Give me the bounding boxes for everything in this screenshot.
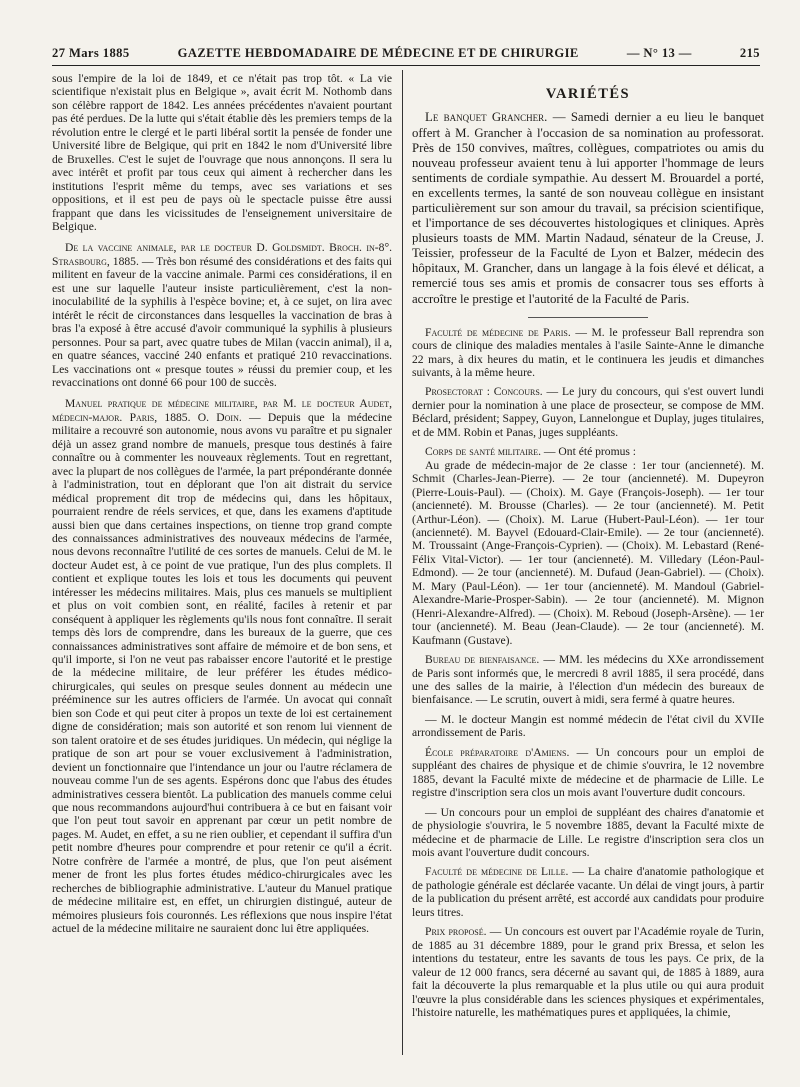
news-prosectorat	[412, 385, 764, 439]
news-corps-sante-promotions: Au grade de médecin-major de 2e classe : 1er tour (ancienneté). M. Schmit (Charles-Jean-Pierre). — 2e tour (ancienneté). M. Dupeyron (Pierre-Louis-Paul). — (Choix). M. Gaye (François-Joseph). — 1er tour (ancienneté). M. Brousse (Charles). — 2e tour (ancienneté). M. Petit (Arthur-Léon). — (Choix). M. Larue (Hubert-Paul-Léon). — 1er tour (ancienneté). M. Bayvel (Edouard-Clair-Emile). — 2e tour (ancienneté). M. Troussaint (Ange-François-Cyprien). — (Choix). M. Lebastard (René-Félix Vital-Victor). — 1er tour (ancienneté). M. Villedary (Léon-Paul-Edmond). — 2e tour (ancienneté). M. Dufaud (Jean-Gabriel). — (Choix). M. Mary (Paul-Léon). — 1er tour (ancienneté). M. Mandoul (Gabriel-Alexandre-Marie-Prosper-Sabin). — 2e tour (ancienneté). M. Mignon (Henri-Alexandre-Alfred). — (Choix). M. Reboud (Joseph-Arsène). — 1er tour (ancienneté). M. Beau (Jean-Claude). — 2e tour (ancienneté). M. Kaufmann (Gustave).	[412, 458, 764, 647]
news-bureau-bienfaisance	[412, 653, 764, 707]
page-header	[52, 43, 760, 63]
review-vaccine-title: De la vaccine animale, par le docteur D. Goldsmidt. Broch. in-8°. Strasbourg, 1885.	[52, 241, 392, 268]
news-prix-title: Prix proposé.	[425, 925, 487, 939]
news-banquet-text: — Samedi dernier a eu lieu le banquet offert à M. Grancher à l'occasion de sa nomination au professorat. Près de 150 convives, maîtres, collègues, compatriotes ou amis du nouveau professeur avaient tenu à lui apporter l'hommage de leurs sentiments de cordiale sympathie. Au dessert M. Brouardel a porté, en excellents termes, la santé de son nouveau collègue en insistant particulièrement sur son amour du travail, sa précision scientifique, et l'importance de ses découvertes histologiques et cliniques. Après plusieurs toasts de MM. Martin Nadaud, sénateur de la Creuse, J. Teissier, professeur de la Faculté de Lyon et Balzer, médecin des hôpitaux, M. Grancher, dans un langage à la fois élevé et délicat, a remercié tous ses amis et promis de consacrer tous ses efforts à accroître le prestige et l'autorité de la Faculté de Paris.	[412, 110, 764, 306]
news-corps-sante-title: Corps de santé militaire.	[425, 445, 542, 459]
news-banquet-grancher	[412, 110, 764, 306]
news-bureau-text: — MM. les médecins du XXe arrondissement de Paris sont informés que, le mercredi 8 avril 1885, il sera procédé, dans une des salles de la mairie, à l'élection d'un médecin des bureaux de bienfaisance. — Le scrutin, ouvert à midi, sera fermé à quatre heures.	[412, 653, 764, 707]
news-prosectorat-title: Prosectorat : Concours.	[425, 385, 543, 399]
left-column	[52, 72, 392, 1062]
news-mangin: — M. le docteur Mangin est nommé médecin de l'état civil du XVIIe arrondissement de Paris.	[412, 712, 764, 740]
news-corps-sante	[412, 445, 764, 458]
news-ecole-amiens	[412, 746, 764, 800]
right-column	[412, 72, 764, 1062]
header-date: 27 Mars 1885	[52, 45, 130, 60]
review-manuel-militaire	[52, 397, 392, 935]
article-universite-bruxelles: sous l'empire de la loi de 1849, et ce n'était pas trop tôt. « La vie scientifique n'existait plus en Belgique », avait écrit M. Nothomb dans son célèbre rapport de 1842. Les années précédentes n'avaient pourtant pas été perdues. De la lutte qui s'était établie dès les premiers temps de la révolution entre le clergé et le parti libéral sortit la pensée de fonder une Université libre de Belgique, qui prit en 1842 le nom d'Université libre de Bruxelles. C'est le sujet de l'ouvrage que nous annonçons. Il sera lu avec intérêt et profit par tous ceux qui aiment à rechercher dans les institutions l'esprit même du temps, avec ses variations et ses oppositions, et il est peu de pays où le spectacle puisse être aussi frappant que dans les vicissitudes de l'enseignement universitaire de Belgique.	[52, 72, 392, 233]
news-lille-text: — La chaire d'anatomie pathologique et de pathologie générale est déclarée vacante. Un délai de vingt jours, à partir de la publication du présent arrêté, est accordé aux candidats pour produire leurs titres.	[412, 865, 764, 919]
header-issue-number: — N° 13 —	[626, 45, 692, 60]
news-faculte-lille	[412, 865, 764, 919]
header-page-number: 215	[739, 45, 760, 60]
header-rule	[52, 65, 760, 66]
column-divider	[402, 70, 403, 1055]
review-vaccine-animale	[52, 241, 392, 389]
news-banquet-title: Le banquet Grancher.	[425, 110, 548, 125]
news-lille-title: Faculté de médecine de Lille.	[425, 865, 569, 879]
news-corps-sante-text: — Ont été promus :	[541, 445, 637, 459]
news-prosectorat-text: — Le jury du concours, qui s'est ouvert lundi dernier pour la nomination à une place de prosecteur, se compose de MM. Béclard, président; Sappey, Guyon, Lannelongue et Duplay, juges titulaires, et de MM. Robin et Panas, juges suppléants.	[412, 385, 764, 439]
section-divider	[528, 317, 648, 318]
news-faculte-paris-title: Faculté de médecine de Paris.	[425, 325, 571, 339]
news-prix-bressa	[412, 925, 764, 1019]
review-manuel-text: — Depuis que la médecine militaire a recouvré son autonomie, nous avons vu paraître et pu signaler déjà un assez grand nombre de manuels, presque tous destinés à faire connaître ou à commenter les nouveaux règlements. Tout en regrettant, avec la plupart de nos collègues de l'armée, la part prépondérante donnée à l'administration, tout en déplorant que l'on ait distrait du service médical proprement dit trop de médecins qui, dans les hôpitaux, pourraient rendre de réels services, et que, dans les examens d'aptitude aussi bien que dans certaines inspections, on tienne trop grand compte des connaissances administratives des nouveaux médecins de l'armée, nous devons reconnaître l'utilité de ces sortes de manuels. Celui de M. le docteur Audet est, à ce point de vue pratique, l'un des plus complets. Il contient et explique toutes les lois et tous les documents qui peuvent intéresser les médecins militaires. Mais, plus ces manuels se multiplient et plus on voit combien sont, en réalité, faciles à retenir et par conséquent à appliquer les règlements qu'ils nous font connaître. Il serait temps dès lors de comprendre, dans les bureaux de la guerre, que ces connaissances administratives sont affaire de mémoire et de bon sens, et qu'il importe, si l'on ne veut pas rabaisser encore l'autorité et le prestige de la médecine militaire, de leur préférer les études médico-chirurgicales, qui seules on presque seules donnent au médecin une prééminence sur les autres officiers de l'armée. Un avocat qui connaît bien son Code et qui peut citer à propos un texte de loi est certainement digne de considération; mais son autorité et son renom lui viennent de son talent oratoire et de ses études juridiques. Un médecin, qui néglige la pratique de son art pour se vouer exclusivement à l'administration, devient un fonctionnaire que l'intendance un jour ou l'autre réclamera de nouveau comme l'un de ses agents. Espérons donc que l'abus des études administratives cessera bientôt. La publication des manuels comme celui que nous recommandons aujourd'hui contribuera à ce but en faisant voir que l'on peut tout savoir en apprenant par cœur un petit nombre de pages. M. Audet, en effet, a su ne rien oublier, et cependant il suffira d'un petit nombre d'heures pour comprendre et pour retenir ce qu'il a écrit. Notre confrère de l'armée a montré, de plus, que l'on peut aisément mener de front les plus fortes études médico-chirurgicales avec les recherches de bibliographie administrative. L'auteur du Manuel pratique de médecine militaire est, en effet, un chirurgien distingué, auteur de mémoires plusieurs fois couronnés. Les réflexions que nous inspire l'état actuel de la médecine militaire ne sauraient donc lui être appliquées.	[52, 410, 392, 936]
news-prix-text: — Un concours est ouvert par l'Académie royale de Turin, de 1885 au 31 décembre 1889, pour le grand prix Bressa, et selon les intentions du testateur, entre les savants de tous les pays. Ce prix, de la valeur de 12 000 francs, sera décerné au savant qui, de 1885 à 1889, aura fait la découverte la plus remarquable et la plus utile ou qui aura produit l'œuvre la plus considérable dans les sciences physiques et expérimentales, l'histoire naturelle, les mathématiques pures et appliquées, la chimie,	[412, 925, 764, 1019]
section-title-varietes: VARIÉTÉS	[545, 86, 631, 102]
news-amiens-text: — Un concours pour un emploi de suppléant des chaires de physique et de chimie s'ouvrira, le 12 novembre 1885, devant la Faculté mixte de médecine et de pharmacie de Lille. Le registre d'inscription sera clos un mois avant l'ouverture dudit concours.	[412, 745, 764, 800]
review-vaccine-text: — Très bon résumé des considérations et des faits qui militent en faveur de la vaccine animale. Parmi ces considérations, il en est une sur laquelle l'auteur insiste particulièrement, c'est la non-inoculabilité de la syphilis à l'espèce bovine; et, à ce sujet, on lira avec intérêt le récit de circonstances dans lesquelles la vaccination de bras à bras l'a exposé à être accusé d'avoir communiqué la syphilis à plusieurs personnes. Pour sa part, avec quatre tubes de Milan (vaccin animal), il a, en quatre séances, vacciné 240 enfants et pratiqué 210 revaccinations. Les vaccinations ont « presque toutes » réussi du premier coup, et les revaccinations ont donné 66 pour 100 de succès.	[52, 254, 392, 389]
news-faculte-paris	[412, 326, 764, 380]
news-concours-anatomie: — Un concours pour un emploi de suppléant des chaires d'anatomie et de physiologie s'ouvrira, le 5 novembre 1885, devant la Faculté mixte de médecine et de pharmacie de Lille. Le registre d'inscription sera clos un mois avant l'ouverture dudit concours.	[412, 805, 764, 859]
news-amiens-title: École préparatoire d'Amiens.	[425, 745, 570, 759]
news-faculte-paris-text: — M. le professeur Ball reprendra son cours de clinique des maladies mentales à l'asile Sainte-Anne le dimanche 22 mars, à dix heures du matin, et le continuera les jeudis et dimanches suivants, à la même heure.	[412, 325, 764, 380]
header-journal-title: GAZETTE HEBDOMADAIRE DE MÉDECINE ET DE CHIRURGIE	[177, 45, 579, 60]
news-bureau-title: Bureau de bienfaisance.	[425, 653, 540, 667]
review-manuel-title: Manuel pratique de médecine militaire, par M. le docteur Audet, médecin-major. Paris, 1885. O. Doin.	[52, 397, 392, 424]
